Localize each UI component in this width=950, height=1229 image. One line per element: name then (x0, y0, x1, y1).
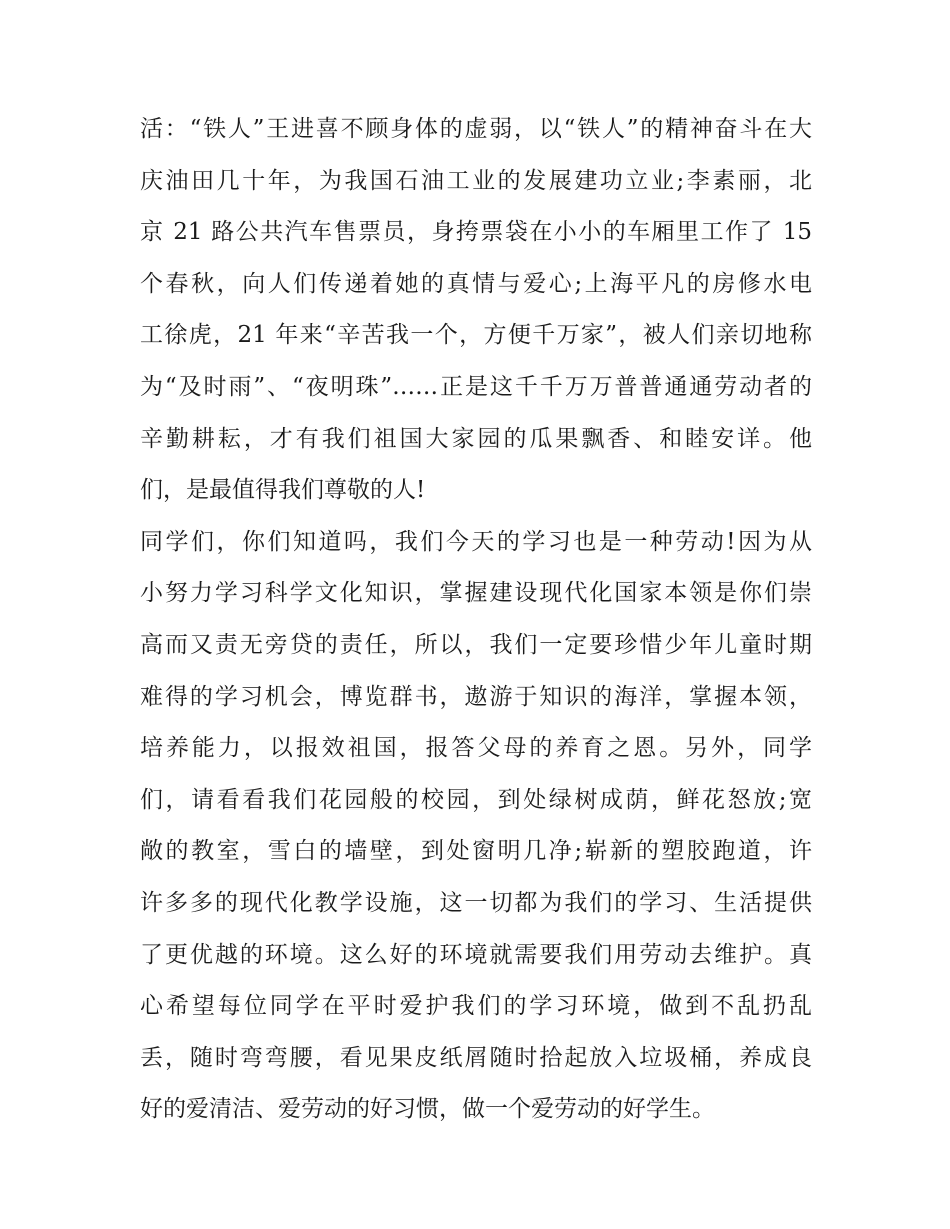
text-line: 高而又责无旁贷的责任，所以，我们一定要珍惜少年儿童时期 (140, 631, 812, 658)
body-text (140, 104, 812, 1136)
text-line: 辛勤耕耘，才有我们祖国大家园的瓜果飘香、和睦安详。他 (140, 425, 812, 452)
text-line: 许多多的现代化教学设施，这一切都为我们的学习、生活提供 (140, 889, 812, 916)
text-line: 为“及时雨”、“夜明珠”……正是这千千万万普普通通劳动者的 (140, 373, 812, 400)
text-line: 庆油田几十年，为我国石油工业的发展建功立业;李素丽，北 (140, 167, 812, 194)
text-line: 难得的学习机会，博览群书，遨游于知识的海洋，掌握本领， (140, 683, 812, 710)
text-line: 丢，随时弯弯腰，看见果皮纸屑随时拾起放入垃圾桶，养成良 (140, 1044, 812, 1071)
text-line: 们，是最值得我们尊敬的人! (140, 477, 426, 504)
text-line: 个春秋，向人们传递着她的真情与爱心;上海平凡的房修水电 (140, 270, 812, 297)
text-line: 敞的教室，雪白的墙壁，到处窗明几净;崭新的塑胶跑道，许 (140, 838, 812, 865)
text-line: 们，请看看我们花园般的校园，到处绿树成荫，鲜花怒放;宽 (140, 786, 812, 813)
text-line: 好的爱清洁、爱劳动的好习惯，做一个爱劳动的好学生。 (140, 1096, 715, 1123)
text-line: 同学们，你们知道吗，我们今天的学习也是一种劳动!因为从 (140, 528, 812, 555)
text-line: 工徐虎，21 年来“辛苦我一个，方便千万家”，被人们亲切地称 (140, 322, 812, 349)
text-line: 了更优越的环境。这么好的环境就需要我们用劳动去维护。真 (140, 941, 812, 968)
text-line: 心希望每位同学在平时爱护我们的学习环境，做到不乱扔乱 (140, 993, 812, 1020)
text-line: 活：“铁人”王进喜不顾身体的虚弱，以“铁人”的精神奋斗在大 (140, 116, 812, 142)
text-line: 京 21 路公共汽车售票员，身挎票袋在小小的车厢里工作了 15 (140, 219, 812, 246)
text-line: 小努力学习科学文化知识，掌握建设现代化国家本领是你们崇 (140, 580, 812, 607)
text-line: 培养能力，以报效祖国，报答父母的养育之恩。另外，同学 (140, 735, 812, 762)
